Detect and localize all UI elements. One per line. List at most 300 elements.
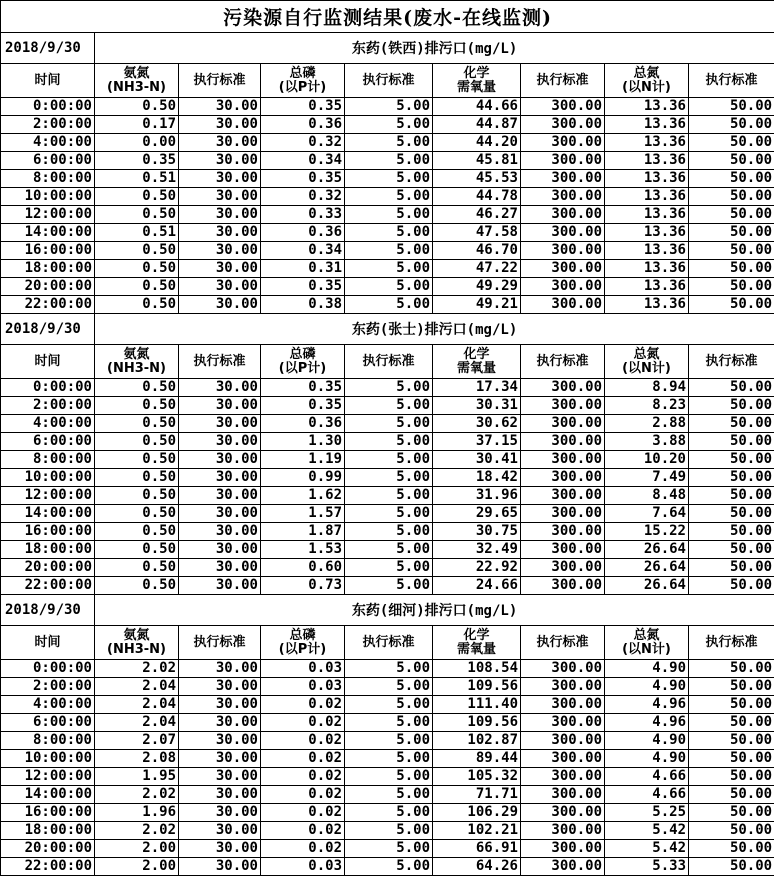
nh3-value: 0.50 <box>95 296 179 314</box>
nh3-standard: 30.00 <box>179 505 261 523</box>
tn-value: 13.36 <box>605 116 689 134</box>
tn-value: 4.96 <box>605 714 689 732</box>
tn-standard: 50.00 <box>689 451 774 469</box>
nh3-standard: 30.00 <box>179 224 261 242</box>
header-tn-line-2: (以N计) <box>622 360 671 376</box>
nh3-value: 2.02 <box>95 822 179 840</box>
header-nh3 <box>95 64 179 98</box>
nh3-standard: 30.00 <box>179 170 261 188</box>
header-cod-line-1: 化学 <box>463 627 490 643</box>
header-cod-line-2: 需氧量 <box>456 79 496 95</box>
tn-standard: 50.00 <box>689 768 774 786</box>
column-header-row <box>1 345 774 379</box>
table-row <box>1 379 774 397</box>
tn-value: 4.66 <box>605 768 689 786</box>
time-cell: 12:00:00 <box>1 768 95 786</box>
nh3-value: 2.07 <box>95 732 179 750</box>
time-cell: 22:00:00 <box>1 577 95 595</box>
header-tp <box>261 64 345 98</box>
tp-standard: 5.00 <box>345 278 433 296</box>
tn-value: 13.36 <box>605 224 689 242</box>
nh3-standard: 30.00 <box>179 696 261 714</box>
nh3-value: 2.04 <box>95 678 179 696</box>
header-tn <box>605 64 689 98</box>
nh3-standard: 30.00 <box>179 188 261 206</box>
tn-standard: 50.00 <box>689 714 774 732</box>
nh3-standard: 30.00 <box>179 804 261 822</box>
nh3-standard: 30.00 <box>179 732 261 750</box>
time-cell: 8:00:00 <box>1 170 95 188</box>
nh3-standard: 30.00 <box>179 152 261 170</box>
tp-value: 0.35 <box>261 170 345 188</box>
cod-standard: 300.00 <box>521 278 605 296</box>
tn-value: 10.20 <box>605 451 689 469</box>
header-nh3 <box>95 626 179 660</box>
cod-value: 106.29 <box>433 804 521 822</box>
tp-standard: 5.00 <box>345 732 433 750</box>
tn-standard: 50.00 <box>689 152 774 170</box>
tp-value: 0.99 <box>261 469 345 487</box>
table-row <box>1 98 774 116</box>
time-cell: 18:00:00 <box>1 541 95 559</box>
section-date: 2018/9/30 <box>1 33 95 64</box>
nh3-standard: 30.00 <box>179 296 261 314</box>
tp-standard: 5.00 <box>345 451 433 469</box>
cod-standard: 300.00 <box>521 858 605 876</box>
cod-standard: 300.00 <box>521 559 605 577</box>
header-tp-line-1: 总磷 <box>289 65 316 81</box>
time-cell: 16:00:00 <box>1 242 95 260</box>
cod-value: 44.87 <box>433 116 521 134</box>
nh3-value: 0.50 <box>95 577 179 595</box>
tp-standard: 5.00 <box>345 577 433 595</box>
tn-standard: 50.00 <box>689 559 774 577</box>
tp-standard: 5.00 <box>345 206 433 224</box>
header-nh3-standard: 执行标准 <box>179 626 261 660</box>
nh3-value: 0.50 <box>95 451 179 469</box>
table-row <box>1 840 774 858</box>
cod-value: 44.66 <box>433 98 521 116</box>
tn-value: 4.90 <box>605 732 689 750</box>
time-cell: 20:00:00 <box>1 840 95 858</box>
nh3-value: 0.50 <box>95 469 179 487</box>
nh3-value: 0.50 <box>95 278 179 296</box>
header-cod-standard: 执行标准 <box>521 345 605 379</box>
tp-value: 0.03 <box>261 678 345 696</box>
cod-standard: 300.00 <box>521 804 605 822</box>
time-cell: 16:00:00 <box>1 523 95 541</box>
header-cod-standard: 执行标准 <box>521 626 605 660</box>
tp-standard: 5.00 <box>345 858 433 876</box>
tn-standard: 50.00 <box>689 858 774 876</box>
time-cell: 2:00:00 <box>1 678 95 696</box>
tn-standard: 50.00 <box>689 505 774 523</box>
nh3-standard: 30.00 <box>179 577 261 595</box>
cod-standard: 300.00 <box>521 523 605 541</box>
tp-value: 0.03 <box>261 858 345 876</box>
nh3-value: 0.50 <box>95 487 179 505</box>
tp-value: 0.36 <box>261 224 345 242</box>
time-cell: 12:00:00 <box>1 487 95 505</box>
tp-standard: 5.00 <box>345 714 433 732</box>
cod-value: 47.22 <box>433 260 521 278</box>
header-tn-standard: 执行标准 <box>689 64 774 98</box>
tn-standard: 50.00 <box>689 260 774 278</box>
header-tn <box>605 345 689 379</box>
tp-value: 0.35 <box>261 98 345 116</box>
nh3-value: 1.95 <box>95 768 179 786</box>
cod-standard: 300.00 <box>521 242 605 260</box>
tn-value: 4.90 <box>605 660 689 678</box>
tp-standard: 5.00 <box>345 469 433 487</box>
header-nh3-line-2: (NH3-N) <box>107 79 166 95</box>
tn-standard: 50.00 <box>689 188 774 206</box>
tp-value: 0.31 <box>261 260 345 278</box>
nh3-value: 2.02 <box>95 660 179 678</box>
tp-standard: 5.00 <box>345 397 433 415</box>
cod-value: 32.49 <box>433 541 521 559</box>
cod-value: 45.53 <box>433 170 521 188</box>
tn-value: 8.23 <box>605 397 689 415</box>
cod-standard: 300.00 <box>521 260 605 278</box>
header-tn-line-1: 总氮 <box>633 65 660 81</box>
cod-standard: 300.00 <box>521 451 605 469</box>
tp-value: 0.36 <box>261 116 345 134</box>
tn-value: 13.36 <box>605 242 689 260</box>
section-outlet-name: 东药(张士)排污口(mg/L) <box>95 314 774 345</box>
table-row <box>1 433 774 451</box>
cod-standard: 300.00 <box>521 840 605 858</box>
table-row <box>1 487 774 505</box>
tp-value: 0.02 <box>261 768 345 786</box>
time-cell: 4:00:00 <box>1 134 95 152</box>
tn-value: 13.36 <box>605 98 689 116</box>
cod-value: 30.31 <box>433 397 521 415</box>
cod-standard: 300.00 <box>521 469 605 487</box>
time-cell: 18:00:00 <box>1 260 95 278</box>
table-row <box>1 451 774 469</box>
tn-standard: 50.00 <box>689 840 774 858</box>
tn-value: 7.49 <box>605 469 689 487</box>
time-cell: 20:00:00 <box>1 278 95 296</box>
tn-value: 4.96 <box>605 696 689 714</box>
tp-standard: 5.00 <box>345 660 433 678</box>
section-date: 2018/9/30 <box>1 314 95 345</box>
table-row <box>1 714 774 732</box>
tn-value: 13.36 <box>605 134 689 152</box>
tn-value: 15.22 <box>605 523 689 541</box>
time-cell: 6:00:00 <box>1 714 95 732</box>
tn-standard: 50.00 <box>689 415 774 433</box>
tp-value: 1.87 <box>261 523 345 541</box>
tp-standard: 5.00 <box>345 170 433 188</box>
cod-standard: 300.00 <box>521 541 605 559</box>
section-header-row <box>1 595 774 626</box>
nh3-value: 0.00 <box>95 134 179 152</box>
tp-standard: 5.00 <box>345 840 433 858</box>
cod-standard: 300.00 <box>521 98 605 116</box>
tn-standard: 50.00 <box>689 98 774 116</box>
table-row <box>1 660 774 678</box>
tn-standard: 50.00 <box>689 278 774 296</box>
tn-standard: 50.00 <box>689 577 774 595</box>
header-cod-standard: 执行标准 <box>521 64 605 98</box>
table-row <box>1 116 774 134</box>
tn-value: 13.36 <box>605 206 689 224</box>
nh3-standard: 30.00 <box>179 451 261 469</box>
header-time: 时间 <box>1 626 95 660</box>
cod-standard: 300.00 <box>521 696 605 714</box>
cod-standard: 300.00 <box>521 786 605 804</box>
section-date: 2018/9/30 <box>1 595 95 626</box>
tn-standard: 50.00 <box>689 696 774 714</box>
time-cell: 2:00:00 <box>1 116 95 134</box>
tn-value: 3.88 <box>605 433 689 451</box>
cod-value: 30.41 <box>433 451 521 469</box>
nh3-standard: 30.00 <box>179 786 261 804</box>
cod-standard: 300.00 <box>521 768 605 786</box>
tp-value: 0.35 <box>261 397 345 415</box>
time-cell: 10:00:00 <box>1 188 95 206</box>
nh3-standard: 30.00 <box>179 206 261 224</box>
cod-value: 49.29 <box>433 278 521 296</box>
header-tn-standard: 执行标准 <box>689 626 774 660</box>
tn-value: 2.88 <box>605 415 689 433</box>
nh3-standard: 30.00 <box>179 379 261 397</box>
table-row <box>1 804 774 822</box>
nh3-value: 2.02 <box>95 786 179 804</box>
tp-value: 0.33 <box>261 206 345 224</box>
tn-standard: 50.00 <box>689 678 774 696</box>
tn-value: 13.36 <box>605 170 689 188</box>
cod-value: 109.56 <box>433 678 521 696</box>
nh3-standard: 30.00 <box>179 660 261 678</box>
tp-standard: 5.00 <box>345 523 433 541</box>
tn-standard: 50.00 <box>689 822 774 840</box>
time-cell: 0:00:00 <box>1 98 95 116</box>
cod-value: 46.27 <box>433 206 521 224</box>
cod-value: 109.56 <box>433 714 521 732</box>
tp-value: 0.02 <box>261 786 345 804</box>
header-cod-line-2: 需氧量 <box>456 641 496 657</box>
tp-standard: 5.00 <box>345 822 433 840</box>
nh3-value: 0.50 <box>95 98 179 116</box>
nh3-standard: 30.00 <box>179 397 261 415</box>
tp-standard: 5.00 <box>345 487 433 505</box>
tn-value: 4.66 <box>605 786 689 804</box>
nh3-value: 0.50 <box>95 433 179 451</box>
tp-value: 0.02 <box>261 732 345 750</box>
tn-value: 26.64 <box>605 541 689 559</box>
tp-value: 0.02 <box>261 804 345 822</box>
tp-value: 1.19 <box>261 451 345 469</box>
tn-standard: 50.00 <box>689 523 774 541</box>
tp-standard: 5.00 <box>345 559 433 577</box>
time-cell: 10:00:00 <box>1 750 95 768</box>
tp-standard: 5.00 <box>345 242 433 260</box>
table-row <box>1 134 774 152</box>
nh3-value: 1.96 <box>95 804 179 822</box>
cod-standard: 300.00 <box>521 188 605 206</box>
tn-standard: 50.00 <box>689 397 774 415</box>
tn-standard: 50.00 <box>689 134 774 152</box>
nh3-standard: 30.00 <box>179 415 261 433</box>
nh3-value: 0.50 <box>95 559 179 577</box>
header-nh3-line-2: (NH3-N) <box>107 641 166 657</box>
tn-value: 26.64 <box>605 577 689 595</box>
nh3-standard: 30.00 <box>179 858 261 876</box>
tp-standard: 5.00 <box>345 260 433 278</box>
cod-value: 24.66 <box>433 577 521 595</box>
time-cell: 2:00:00 <box>1 397 95 415</box>
nh3-value: 2.00 <box>95 858 179 876</box>
cod-value: 46.70 <box>433 242 521 260</box>
table-row <box>1 152 774 170</box>
tp-value: 1.62 <box>261 487 345 505</box>
header-tp-standard: 执行标准 <box>345 345 433 379</box>
cod-standard: 300.00 <box>521 678 605 696</box>
time-cell: 14:00:00 <box>1 224 95 242</box>
tn-value: 13.36 <box>605 188 689 206</box>
nh3-value: 0.50 <box>95 505 179 523</box>
tp-value: 0.32 <box>261 188 345 206</box>
cod-value: 30.62 <box>433 415 521 433</box>
section-header-row <box>1 314 774 345</box>
cod-standard: 300.00 <box>521 206 605 224</box>
cod-standard: 300.00 <box>521 732 605 750</box>
header-cod-line-1: 化学 <box>463 65 490 81</box>
tn-standard: 50.00 <box>689 379 774 397</box>
cod-standard: 300.00 <box>521 714 605 732</box>
nh3-value: 0.51 <box>95 224 179 242</box>
header-nh3 <box>95 345 179 379</box>
time-cell: 22:00:00 <box>1 858 95 876</box>
tp-standard: 5.00 <box>345 750 433 768</box>
header-nh3-line-2: (NH3-N) <box>107 360 166 376</box>
nh3-value: 0.50 <box>95 523 179 541</box>
table-row <box>1 206 774 224</box>
tn-value: 13.36 <box>605 296 689 314</box>
header-cod-line-1: 化学 <box>463 346 490 362</box>
nh3-standard: 30.00 <box>179 469 261 487</box>
tn-standard: 50.00 <box>689 469 774 487</box>
cod-value: 102.87 <box>433 732 521 750</box>
cod-standard: 300.00 <box>521 505 605 523</box>
cod-value: 44.20 <box>433 134 521 152</box>
tp-standard: 5.00 <box>345 296 433 314</box>
nh3-standard: 30.00 <box>179 260 261 278</box>
tn-standard: 50.00 <box>689 487 774 505</box>
nh3-standard: 30.00 <box>179 278 261 296</box>
header-tp <box>261 626 345 660</box>
table-row <box>1 577 774 595</box>
tp-standard: 5.00 <box>345 98 433 116</box>
nh3-value: 0.50 <box>95 379 179 397</box>
nh3-value: 0.51 <box>95 170 179 188</box>
header-nh3-line-1: 氨氮 <box>123 346 150 362</box>
tp-standard: 5.00 <box>345 379 433 397</box>
cod-value: 18.42 <box>433 469 521 487</box>
header-cod-line-2: 需氧量 <box>456 360 496 376</box>
tp-value: 0.35 <box>261 278 345 296</box>
table-row <box>1 260 774 278</box>
cod-value: 17.34 <box>433 379 521 397</box>
table-row <box>1 696 774 714</box>
section-header-row <box>1 33 774 64</box>
cod-standard: 300.00 <box>521 822 605 840</box>
nh3-value: 0.50 <box>95 260 179 278</box>
cod-standard: 300.00 <box>521 577 605 595</box>
nh3-standard: 30.00 <box>179 840 261 858</box>
table-row <box>1 242 774 260</box>
section-outlet-name: 东药(细河)排污口(mg/L) <box>95 595 774 626</box>
tn-value: 5.25 <box>605 804 689 822</box>
tn-value: 4.90 <box>605 678 689 696</box>
table-row <box>1 505 774 523</box>
cod-standard: 300.00 <box>521 433 605 451</box>
time-cell: 0:00:00 <box>1 379 95 397</box>
table-row <box>1 678 774 696</box>
tp-standard: 5.00 <box>345 116 433 134</box>
tn-standard: 50.00 <box>689 804 774 822</box>
cod-value: 105.32 <box>433 768 521 786</box>
tp-standard: 5.00 <box>345 134 433 152</box>
cod-standard: 300.00 <box>521 397 605 415</box>
header-tp-line-2: (以P计) <box>278 641 327 657</box>
table-row <box>1 188 774 206</box>
nh3-standard: 30.00 <box>179 487 261 505</box>
cod-value: 66.91 <box>433 840 521 858</box>
header-tp-line-1: 总磷 <box>289 627 316 643</box>
nh3-standard: 30.00 <box>179 768 261 786</box>
header-tp-line-2: (以P计) <box>278 360 327 376</box>
table-row <box>1 750 774 768</box>
cod-value: 37.15 <box>433 433 521 451</box>
table-row <box>1 224 774 242</box>
time-cell: 12:00:00 <box>1 206 95 224</box>
time-cell: 18:00:00 <box>1 822 95 840</box>
nh3-standard: 30.00 <box>179 116 261 134</box>
cod-standard: 300.00 <box>521 152 605 170</box>
table-row <box>1 858 774 876</box>
tp-value: 0.35 <box>261 379 345 397</box>
cod-standard: 300.00 <box>521 224 605 242</box>
tp-value: 1.53 <box>261 541 345 559</box>
tn-standard: 50.00 <box>689 786 774 804</box>
tn-standard: 50.00 <box>689 732 774 750</box>
nh3-standard: 30.00 <box>179 433 261 451</box>
cod-value: 44.78 <box>433 188 521 206</box>
time-cell: 14:00:00 <box>1 786 95 804</box>
table-row <box>1 170 774 188</box>
table-row <box>1 768 774 786</box>
tn-value: 26.64 <box>605 559 689 577</box>
time-cell: 22:00:00 <box>1 296 95 314</box>
nh3-standard: 30.00 <box>179 822 261 840</box>
header-time: 时间 <box>1 64 95 98</box>
tp-standard: 5.00 <box>345 768 433 786</box>
cod-value: 71.71 <box>433 786 521 804</box>
tn-value: 8.94 <box>605 379 689 397</box>
tp-standard: 5.00 <box>345 786 433 804</box>
tp-value: 0.02 <box>261 840 345 858</box>
cod-standard: 300.00 <box>521 379 605 397</box>
time-cell: 10:00:00 <box>1 469 95 487</box>
header-tp-line-2: (以P计) <box>278 79 327 95</box>
cod-value: 49.21 <box>433 296 521 314</box>
cod-value: 108.54 <box>433 660 521 678</box>
tp-value: 0.32 <box>261 134 345 152</box>
